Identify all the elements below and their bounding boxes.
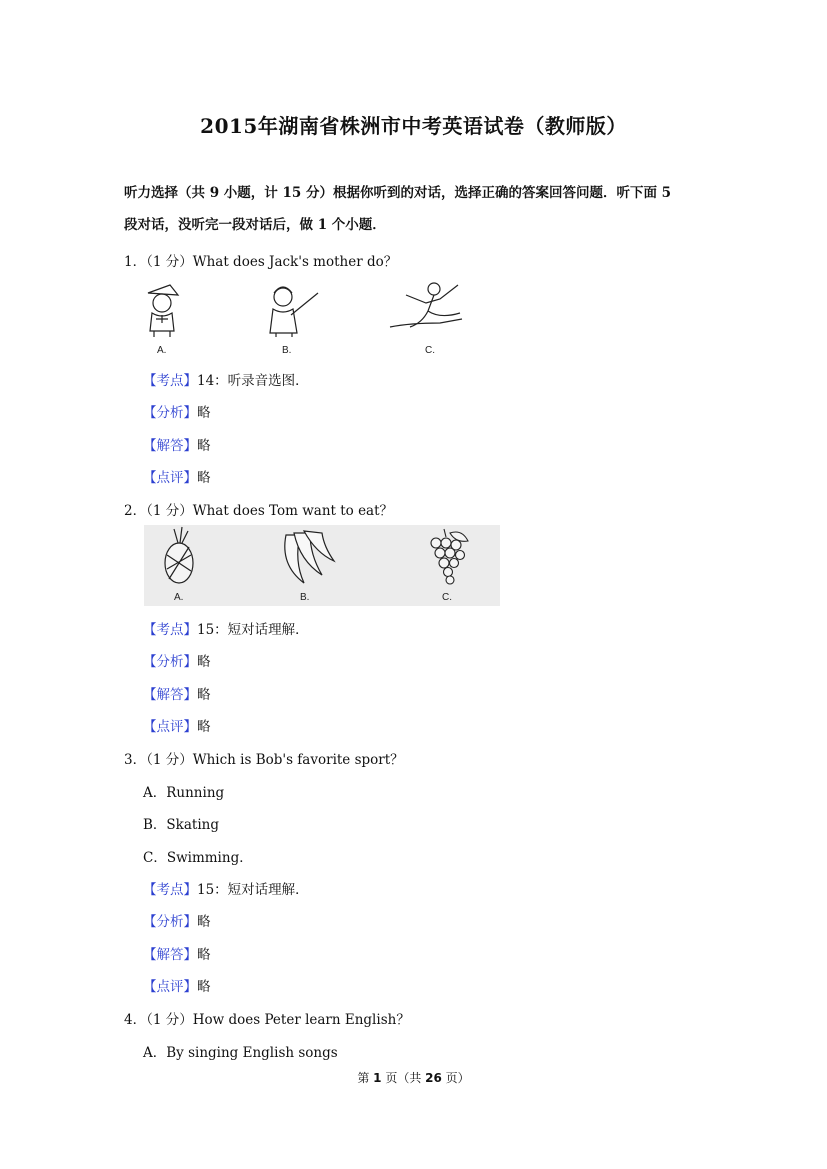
- question-1-kaodian: 【考点】14：听录音选图．: [143, 373, 309, 389]
- question-2-stem: 2．（1 分）What does Tom want to eat？: [124, 503, 394, 519]
- question-3-dianping: 【点评】略: [143, 979, 211, 995]
- question-3-jieda: 【解答】略: [143, 947, 211, 963]
- question-3-option-b: B．Skating: [143, 817, 219, 833]
- question-1-jieda: 【解答】略: [143, 438, 211, 454]
- pineapple-picture-icon: [165, 527, 193, 583]
- question-4-stem: 4．（1 分）How does Peter learn English？: [124, 1012, 410, 1028]
- q2-option-c-label: C.: [442, 592, 452, 603]
- dancer-picture-icon: [390, 283, 462, 327]
- question-2-kaodian: 【考点】15：短对话理解．: [143, 622, 309, 638]
- q1-option-b-label: B.: [282, 345, 292, 356]
- question-3-option-a: A．Running: [143, 785, 225, 801]
- teacher-picture-icon: [270, 287, 318, 337]
- section-intro-line-1: 听力选择（共 9 小题，计 15 分）根据你听到的对话，选择正确的答案回答问题．听下面 5: [124, 185, 672, 201]
- section-intro-line-2: 段对话，没听完一段对话后，做 1 个小题．: [124, 217, 386, 233]
- question-3-fenxi: 【分析】略: [143, 914, 211, 930]
- question-2-jieda: 【解答】略: [143, 687, 211, 703]
- page-footer: 第 1 页（共 26 页）: [357, 1071, 470, 1085]
- question-1-image: [140, 275, 470, 357]
- banana-picture-icon: [285, 531, 334, 583]
- question-2-dianping: 【点评】略: [143, 719, 211, 735]
- q1-option-a-label: A.: [157, 345, 167, 356]
- q1-option-c-label: C.: [425, 345, 435, 356]
- question-4-option-a: A．By singing English songs: [143, 1045, 338, 1061]
- q2-option-a-label: A.: [174, 592, 184, 603]
- q2-option-b-label: B.: [300, 592, 310, 603]
- nurse-picture-icon: [148, 285, 178, 337]
- question-1-stem: 1．（1 分）What does Jack's mother do？: [124, 254, 398, 270]
- question-3-option-c: C．Swimming．: [143, 850, 253, 866]
- question-3-kaodian: 【考点】15：短对话理解．: [143, 882, 309, 898]
- question-2-image: [144, 525, 500, 606]
- question-1-fenxi: 【分析】略: [143, 405, 211, 421]
- question-2-fenxi: 【分析】略: [143, 654, 211, 670]
- page-title: 2015年湖南省株洲市中考英语试卷（教师版）: [200, 114, 627, 138]
- question-1-dianping: 【点评】略: [143, 470, 211, 486]
- grapes-picture-icon: [431, 529, 468, 584]
- question-3-stem: 3．（1 分）Which is Bob's favorite sport？: [124, 752, 404, 768]
